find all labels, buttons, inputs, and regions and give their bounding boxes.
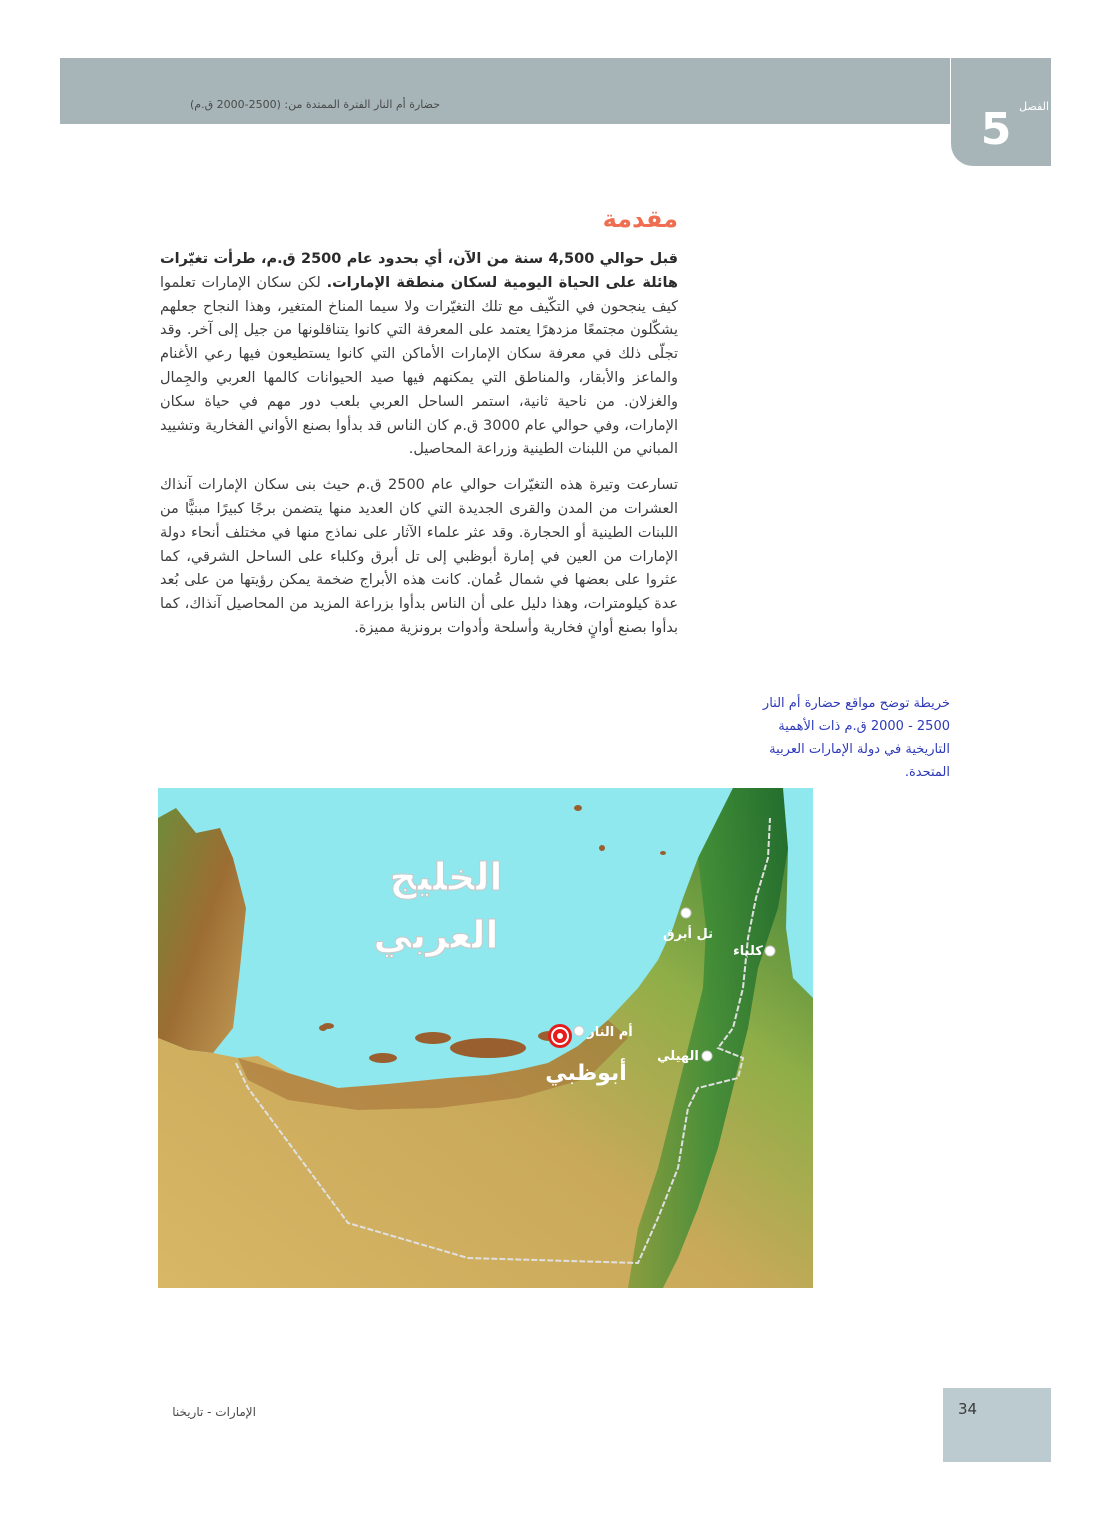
island <box>599 845 605 851</box>
book-title: الإمارات - تاريخنا <box>172 1405 256 1419</box>
map-graphic <box>158 788 813 1288</box>
sea-label-line1: الخليج <box>389 855 503 899</box>
site-label-hili: الهيلي <box>657 1049 699 1064</box>
site-dot-hili <box>702 1051 712 1061</box>
section-title: مقدمة <box>602 205 678 233</box>
map-caption: خريطة توضح مواقع حضارة أم النار 2500 - 2000 ق.م ذات الأهمية التاريخية في دولة الإمارات العربية المتحدة. <box>762 696 950 780</box>
body-text <box>160 248 678 653</box>
uae-map <box>158 788 813 1288</box>
site-dot-tell-abraq <box>681 908 691 918</box>
site-label-umm-an-nar: أم النار <box>587 1025 633 1040</box>
island <box>660 851 666 855</box>
site-dot-kalba <box>765 946 775 956</box>
sea-label-line2: العربي <box>373 913 499 957</box>
chapter-label: الفصل <box>1019 100 1049 113</box>
paragraph-1-rest: لكن سكان الإمارات تعلموا كيف ينجحون في التكّيف مع تلك التغيّرات ولا سيما المناخ المتغير، وهذا النجاح جعلهم يشكّلون مجتمعًا مزدهرًا يعتمد على المعرفة التي كانوا يتناقلونها من جيل إلى آخر. وقد تجلّى ذلك في معرفة سكان الإمارات الأماكن التي كانوا يستطيعون فيها رعي الأغنام والماعز والأبقار، والمناطق التي يمكنهم فيها صيد الحيوانات كالمها العربي والجِمال والغزلان. من ناحية ثانية، استمر الساحل العربي بلعب دور مهم في حياة سكان الإمارات، وفي حوالي عام 3000 ق.م كان الناس قد بدأوا بصنع الأواني الفخارية وتشييد المباني من اللبنات الطينية وزراعة المحاصيل. <box>160 274 678 458</box>
island <box>450 1038 526 1058</box>
city-label-abu-dhabi: أبوظبي <box>545 1061 627 1086</box>
paragraph-1 <box>160 248 678 462</box>
site-label-kalba: كلباء <box>733 944 763 959</box>
page-number: 34 <box>958 1400 978 1418</box>
site-label-tell-abraq: تل أبرق <box>662 927 714 942</box>
chapter-number: 5 <box>980 104 1012 155</box>
umm-an-nar-marker-center <box>557 1033 563 1039</box>
island <box>574 805 582 811</box>
island <box>415 1032 451 1044</box>
lead-sentence: قبل حوالي 4,500 سنة من الآن، أي بحدود عام 2500 ق.م، طرأت تغيّرات هائلة على الحياة اليومية لسكان منطقة الإمارات. <box>160 251 678 291</box>
island <box>369 1053 397 1063</box>
island <box>319 1025 327 1031</box>
header-band <box>60 58 950 124</box>
paragraph-2: تسارعت وتيرة هذه التغيّرات حوالي عام 2500 ق.م حيث بنى سكان الإمارات آنذاك العشرات من المدن والقرى الجديدة التي كان العديد منها يتضمن برجًا كبيرًا مبنيًّا من اللبنات الطينية أو الحجارة. وقد عثر علماء الآثار على نماذج منها في مختلف أنحاء دولة الإمارات من العين في إمارة أبوظبي إلى تل أبرق وكلباء على الساحل الشرقي، كما عثروا على بعضها في شمال عُمان. كانت هذه الأبراج ضخمة يمكن رؤيتها من على بُعد عدة كيلومترات، وهذا دليل على أن الناس بدأوا بزراعة المزيد من المحاصيل آنذاك، كما بدأوا بصنع أوانٍ فخارية وأسلحة وأدوات برونزية مميزة. <box>160 477 678 636</box>
running-title: حضارة أم النار الفترة الممتدة من: (2500-2000 ق.م) <box>190 98 440 111</box>
site-dot-umm-an-nar <box>574 1026 584 1036</box>
